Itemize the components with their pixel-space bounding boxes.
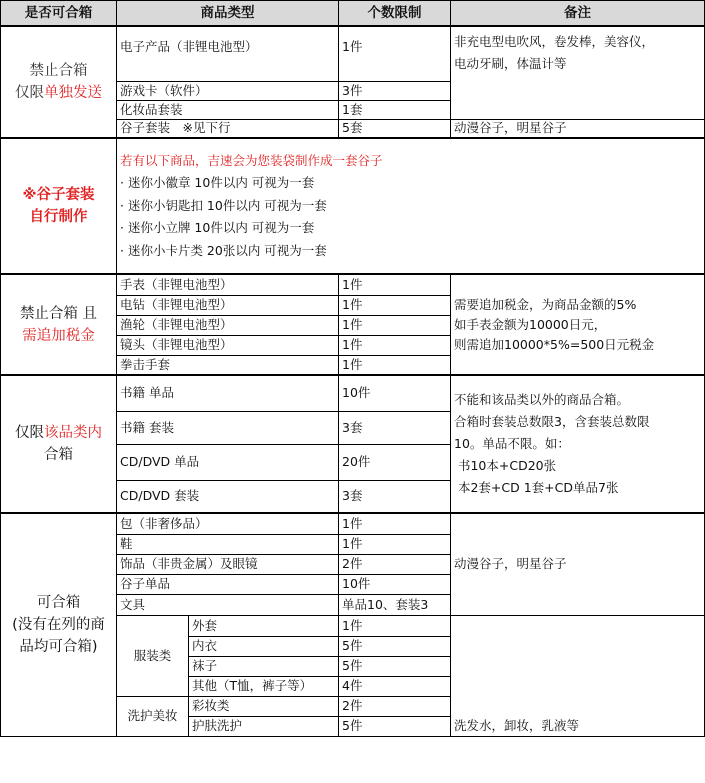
product-type-cell: 其他（T恤，裤子等） [189, 676, 339, 696]
product-type-cell: 彩妆类 [189, 696, 339, 716]
limit-cell: 3套 [339, 411, 451, 444]
product-type-cell: 包（非奢侈品） [117, 513, 339, 534]
limit-cell: 5件 [339, 656, 451, 676]
clothing-category-cell: 服装类 [117, 615, 189, 696]
header-row [1, 1, 705, 27]
product-type-cell: 饰品（非贵金属）及眼镜 [117, 554, 339, 574]
rule-cell-category-only [1, 375, 117, 513]
header-notes: 备注 [451, 1, 705, 27]
rule-text: 自行制作 [29, 209, 88, 225]
set-bullet: · 迷你小立牌 10件以内 可视为一套 [120, 220, 315, 236]
note-line: 不能和该品类以外的商品合箱。 [454, 392, 630, 407]
set-bullet: · 迷你小钥匙扣 10件以内 可视为一套 [120, 197, 327, 213]
care-category-cell: 洗护美妆 [117, 696, 189, 736]
note-cell [451, 274, 705, 375]
rule-highlight: 该品类内 [44, 425, 102, 441]
note-line: 电动牙刷，体温计等 [454, 56, 567, 71]
note-cell [451, 26, 705, 119]
limit-cell: 4件 [339, 676, 451, 696]
rule-cell-combinable [1, 513, 117, 736]
limit-cell: 2件 [339, 696, 451, 716]
limit-cell: 1件 [339, 513, 451, 534]
header-quantity-limit: 个数限制 [339, 1, 451, 27]
limit-cell: 1件 [339, 295, 451, 315]
table-row [1, 26, 705, 81]
limit-cell: 10件 [339, 574, 451, 594]
product-type-cell: 谷子套装 ※见下行 [117, 119, 339, 138]
header-combinable: 是否可合箱 [1, 1, 117, 27]
limit-cell: 2件 [339, 554, 451, 574]
table-row [1, 513, 705, 534]
limit-cell: 1件 [339, 26, 451, 81]
product-type-cell: 拳击手套 [117, 355, 339, 375]
product-type-cell: 鞋 [117, 534, 339, 554]
rule-highlight: 单独发送 [44, 85, 102, 101]
rule-text: 禁止合箱 [29, 63, 88, 79]
limit-cell: 5件 [339, 716, 451, 736]
self-made-set-description [117, 138, 705, 274]
product-type-cell: 化妆品套装 [117, 100, 339, 119]
set-bullet: · 迷你小徽章 10件以内 可视为一套 [120, 175, 315, 191]
note-line: 非充电型电吹风，卷发棒，美容仪， [454, 34, 655, 49]
rule-cell-self-made-set [1, 138, 117, 274]
note-cell: 洗发水，卸妆，乳液等 [451, 615, 705, 736]
table-row [1, 274, 705, 295]
note-line: 合箱时套装总数限3，含套装总数限 [454, 414, 650, 429]
product-type-cell: 书籍 套装 [117, 411, 339, 444]
note-line: 10。单品不限。如： [454, 436, 570, 451]
note-line: 需要追加税金，为商品金额的5% [454, 296, 637, 312]
limit-cell: 1件 [339, 315, 451, 335]
rule-highlight: 需追加税金 [22, 327, 95, 344]
note-line: 本2套+CD 1套+CD单品7张 [454, 480, 619, 495]
product-type-cell: 谷子单品 [117, 574, 339, 594]
note-line: 书10本+CD20张 [454, 458, 557, 473]
product-type-cell: 渔轮（非锂电池型） [117, 315, 339, 335]
product-type-cell: 内衣 [189, 636, 339, 656]
product-type-cell: 电子产品（非锂电池型） [117, 26, 339, 81]
note-cell: 动漫谷子，明星谷子 [451, 119, 705, 138]
product-type-cell: 外套 [189, 615, 339, 636]
note-line: 如手表金额为10000日元， [454, 316, 607, 332]
rule-text: 仅限 [15, 425, 44, 441]
note-cell: 动漫谷子，明星谷子 [451, 513, 705, 615]
limit-cell: 5套 [339, 119, 451, 138]
note-line: 则需追加10000*5%=500日元税金 [454, 336, 655, 352]
limit-cell: 1件 [339, 355, 451, 375]
product-type-cell: 游戏卡（软件） [117, 81, 339, 100]
limit-cell: 10件 [339, 375, 451, 411]
product-type-cell: 手表（非锂电池型） [117, 274, 339, 295]
rule-text: 品均可合箱) [19, 638, 98, 655]
product-type-cell: 文具 [117, 594, 339, 615]
rule-text: ※谷子套装 [22, 187, 95, 203]
rule-text: 合箱 [44, 447, 73, 463]
header-product-type: 商品类型 [117, 1, 339, 27]
set-bullet: · 迷你小卡片类 20张以内 可视为一套 [120, 242, 327, 258]
limit-cell: 1件 [339, 615, 451, 636]
limit-cell: 20件 [339, 444, 451, 480]
product-type-cell: 镜头（非锂电池型） [117, 335, 339, 355]
rule-text: (没有在列的商 [12, 616, 105, 633]
table-row [1, 138, 705, 274]
limit-cell: 3件 [339, 81, 451, 100]
rule-text: 仅限 [15, 85, 44, 101]
rule-text: 禁止合箱 且 [19, 305, 98, 322]
product-type-cell: 护肤洗护 [189, 716, 339, 736]
product-type-cell: CD/DVD 单品 [117, 444, 339, 480]
product-type-cell: 电钻（非锂电池型） [117, 295, 339, 315]
rule-cell-separate-only [1, 26, 117, 138]
limit-cell: 1件 [339, 335, 451, 355]
product-type-cell: 袜子 [189, 656, 339, 676]
product-type-cell: 书籍 单品 [117, 375, 339, 411]
limit-cell: 5件 [339, 636, 451, 656]
rule-text: 可合箱 [36, 594, 81, 611]
limit-cell: 1件 [339, 534, 451, 554]
limit-cell: 单品10、套装3 [339, 594, 451, 615]
rule-cell-tax [1, 274, 117, 375]
limit-cell: 3套 [339, 480, 451, 513]
set-intro: 若有以下商品，吉速会为您装袋制作成一套谷子 [120, 152, 383, 168]
table-row [1, 375, 705, 411]
limit-cell: 1套 [339, 100, 451, 119]
limit-cell: 1件 [339, 274, 451, 295]
product-type-cell: CD/DVD 套装 [117, 480, 339, 513]
note-cell [451, 375, 705, 513]
